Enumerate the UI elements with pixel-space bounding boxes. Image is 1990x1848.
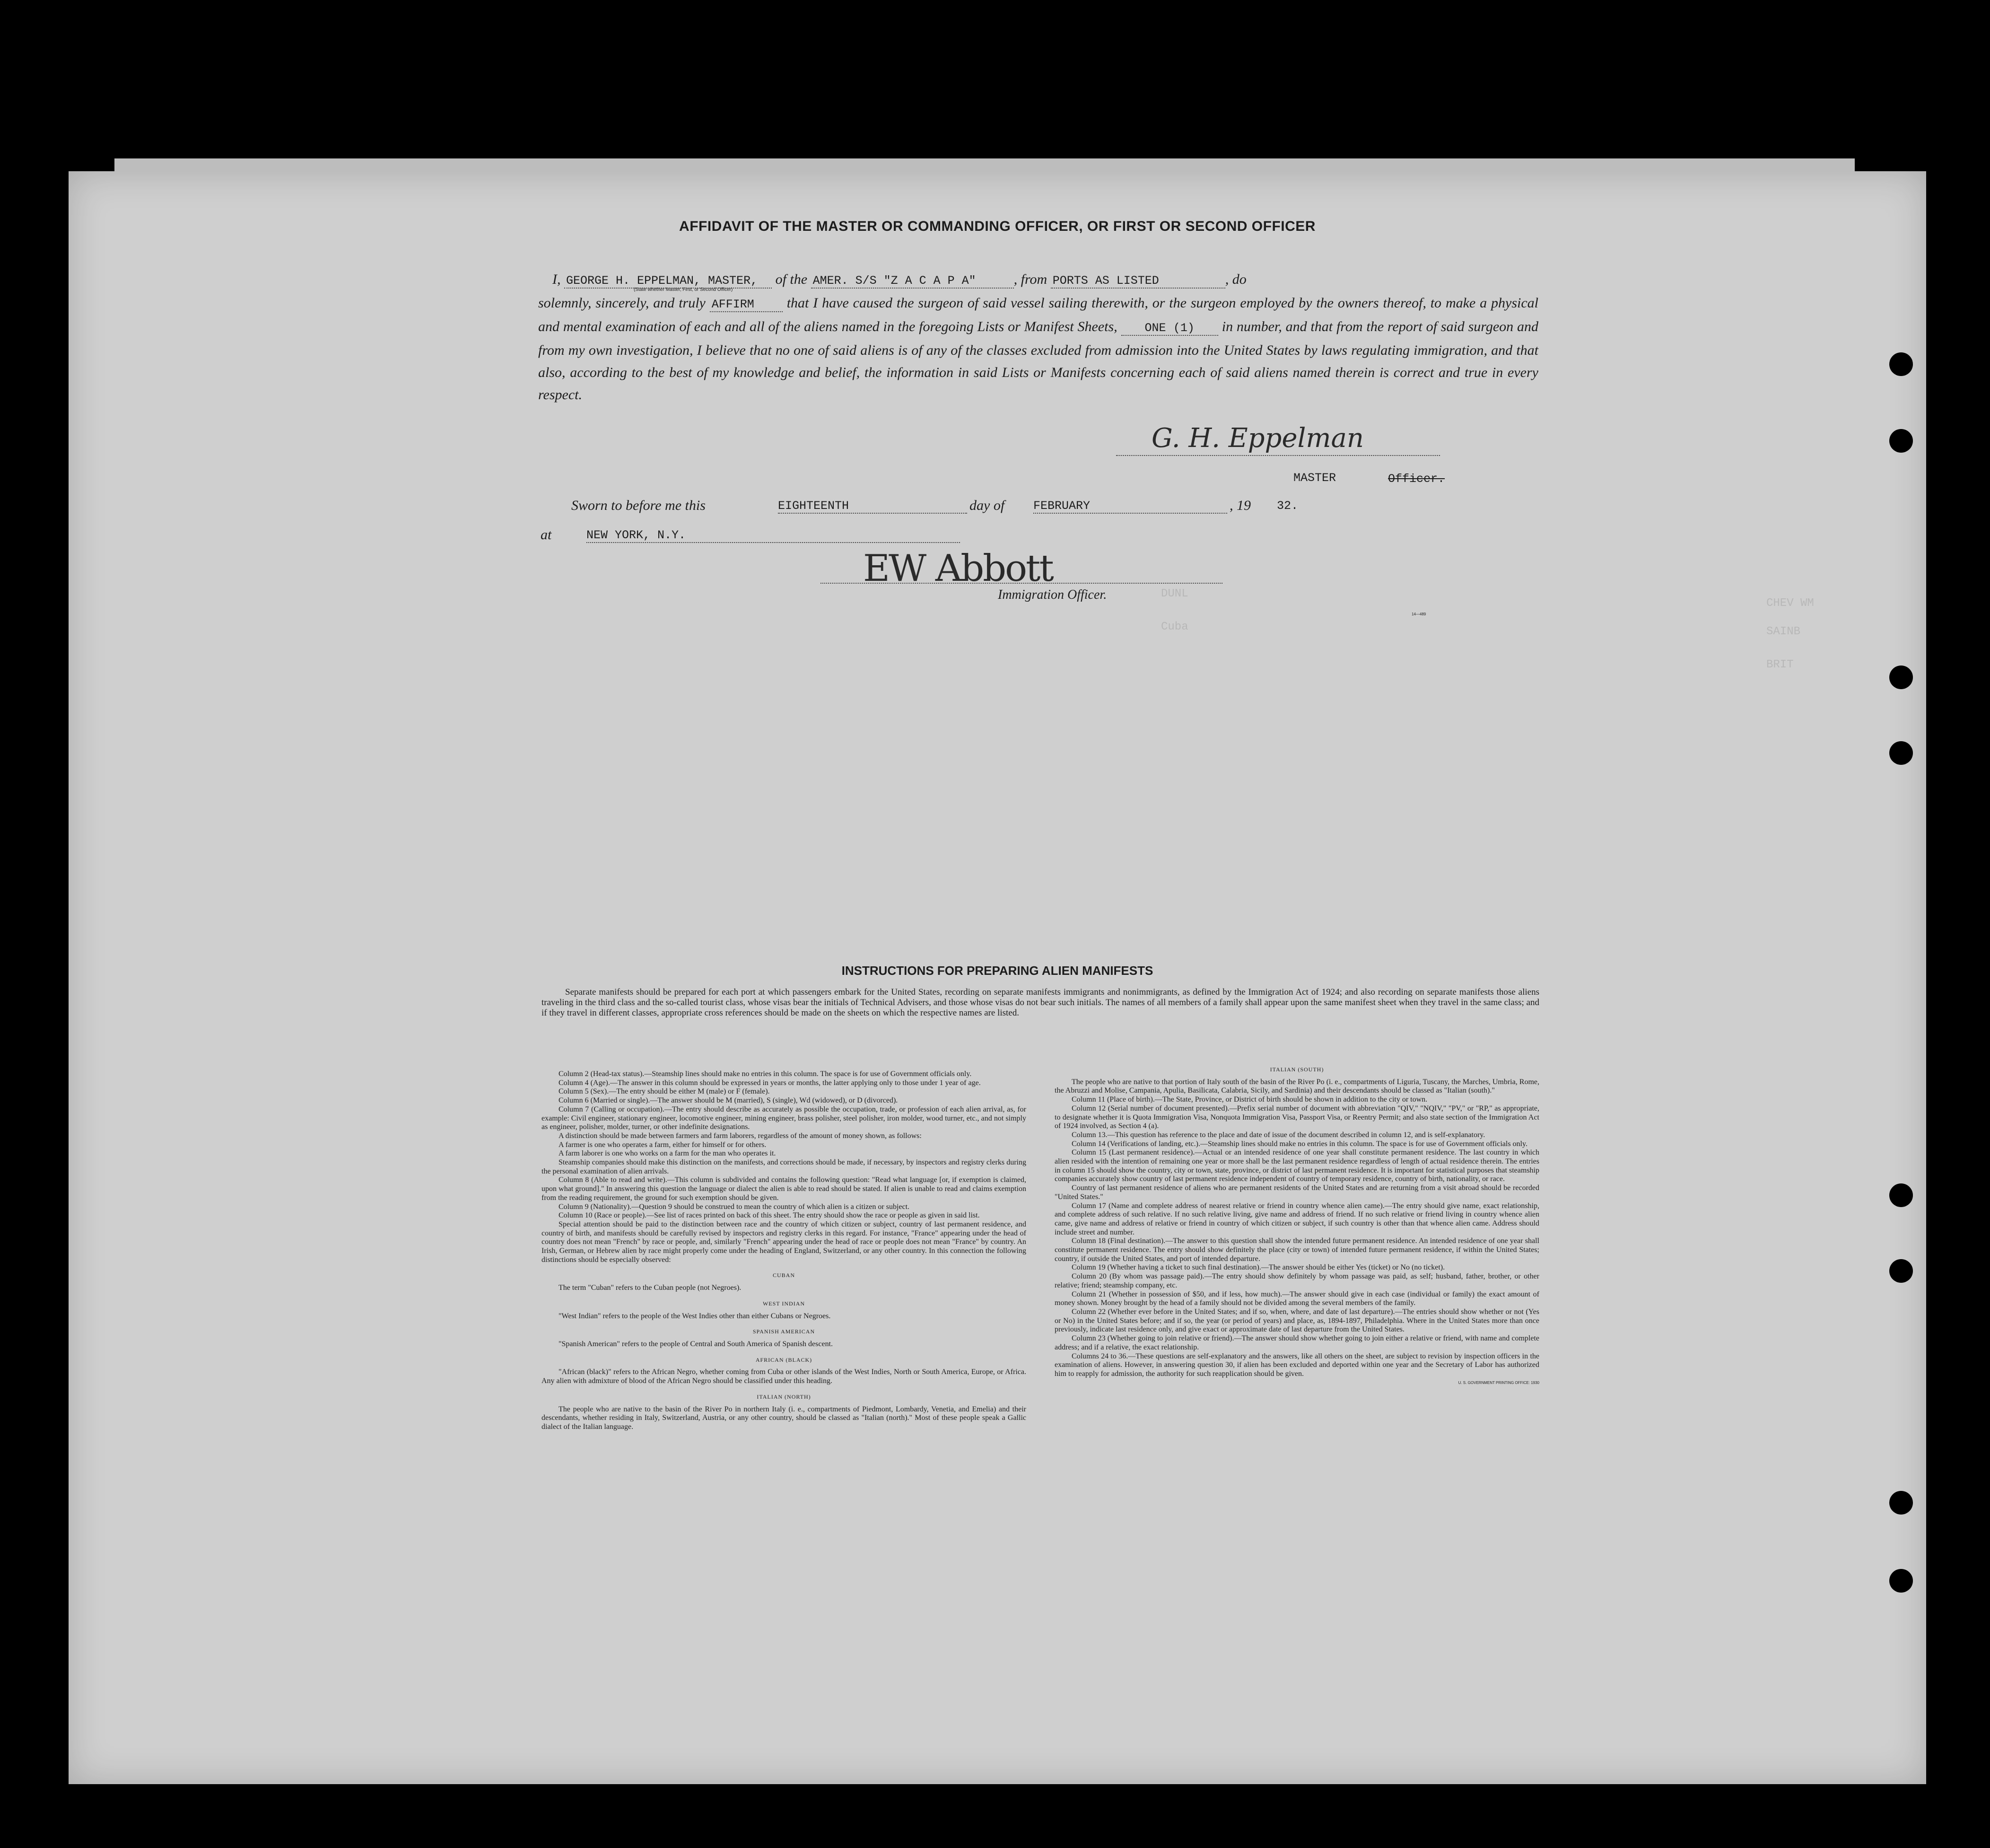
instruction-paragraph: Steamship companies should make this distinction on the manifests, and corrections should be made, if necessary, by inspectors and registry clerks during the personal examination of alien arrivals. bbox=[541, 1158, 1026, 1175]
punch-hole bbox=[1889, 429, 1913, 453]
instruction-paragraph: Column 8 (Able to read and write).—This column is subdivided and contains the following question: "Read what language [or, if exemption is claimed, upon what ground]." In answering this question the language or dialect the alien is able to read should be stated. If alien is unable to read and claims exemption from the reading requirement, the ground for such exemption should be given. bbox=[541, 1176, 1026, 1202]
instruction-paragraph: Special attention should be paid to the distinction between race and the country of which citizen or subject, country of last permanent residence, and country of birth, and manifests should be carefully revised by inspectors and registry clerks in this regard. For instance, "France" appearing under the head of country does not mean "French" by race or people, and, similarly "French" appearing under the head of race or people does not mean "France" by country. An Irish, German, or Hebrew alien by race might properly come under the heading of England, Switzerland, or any other country. In this connection the following distinctions should be especially observed: bbox=[541, 1220, 1026, 1264]
instruction-paragraph: Column 9 (Nationality).—Question 9 should be construed to mean the country of which alien is a citizen or subject. bbox=[559, 1202, 910, 1211]
word-of-the: of the bbox=[775, 272, 808, 287]
affidavit-body-2: in number, and that from the report of said surgeon and from my own investigation, I believe that no one of said aliens is of any of the classes excluded from admission into the United States by laws regulating immigration, and that also, according to the best of my knowledge and belief, the information in said Lists or Manifests concerning each of said aliens named therein is correct and true in every respect. bbox=[538, 319, 1539, 403]
instruction-paragraph: A farmer is one who operates a farm, either for himself or for others. bbox=[559, 1140, 767, 1149]
officer-signature-line bbox=[820, 583, 1222, 584]
bleed-through-text: DUNL bbox=[1161, 587, 1188, 600]
word-do: , do bbox=[1225, 272, 1247, 287]
master-title: MASTER bbox=[1293, 471, 1336, 485]
instruction-paragraph: A farm laborer is one who works on a farm for the man who operates it. bbox=[559, 1149, 776, 1158]
instruction-paragraph: Column 5 (Sex).—The entry should be either M (male) or F (female). bbox=[559, 1087, 770, 1096]
punch-hole bbox=[1889, 1491, 1913, 1515]
alien-count: ONE (1) bbox=[1121, 321, 1218, 336]
section-text: The term "Cuban" refers to the Cuban people (not Negroes). bbox=[559, 1284, 742, 1292]
at-text: at bbox=[541, 527, 552, 543]
punch-hole bbox=[1889, 1569, 1913, 1593]
instructions-right-column bbox=[1055, 1065, 1539, 1387]
instruction-paragraph: Column 23 (Whether going to join relative or friend).—The answer should show whether going to join either a relative or friend, with name and complete address; and if a relative, the exact relationship. bbox=[1055, 1334, 1539, 1351]
instruction-paragraph: Column 15 (Last permanent residence).—Actual or an intended residence of one year shall constitute permanent residence. The last country in which alien resided with the intention of remaining one year or more shall be the last permanent residence regardless of length of actual residence therein. The entries in column 15 should show the country, city or town, state, province, or district of last permanent residence. It is important for statistical purposes that steamship companies accurately show country of last permanent residence independent of country of temporary residence, country of birth, nationality, or race. bbox=[1055, 1148, 1539, 1183]
instruction-paragraph: The people who are native to that portion of Italy south of the basin of the River Po (i. e., compartments of Liguria, Tuscany, the Marches, Umbria, Rome, the Abruzzi and Molise, Campania, Apulia, Basilicata, Calabria, Sicily, and Sardinia) and their descendants should be classed as "Italian (south)." bbox=[1055, 1077, 1539, 1095]
word-solemnly: solemnly, sincerely, and truly bbox=[538, 295, 706, 311]
punch-hole bbox=[1889, 352, 1913, 376]
departure-port: PORTS AS LISTED bbox=[1051, 274, 1225, 289]
sworn-year: 32. bbox=[1277, 499, 1299, 513]
form-number: 14—489 bbox=[1412, 612, 1426, 616]
punch-hole bbox=[1889, 666, 1913, 689]
instruction-paragraph: Column 22 (Whether ever before in the United States; and if so, when, where, and date of last departure).—The entries should show whether or not (Yes or No) in the United States before; and if so, the year (or period of years) and place, as, 1894-1897, Philadelphia. Where in the United States more than once previously, indicate last residence only, and give exact or approximate date of last departure from the United States. bbox=[1055, 1307, 1539, 1334]
instruction-paragraph: Column 18 (Final destination).—The answer to this question shall show the intended future permanent residence. An intended residence of one year shall constitute permanent residence. The entry should show definitely the place (city or town) of intended future permanent residence, if within the United States; country, if outside the United States, and port of intended departure. bbox=[1055, 1237, 1539, 1263]
instruction-paragraph: Column 13.—This question has reference to the place and date of issue of the document described in column 12, and is self-explanatory. bbox=[1072, 1130, 1485, 1139]
section-heading: AFRICAN (BLACK) bbox=[755, 1356, 812, 1363]
bleed-through-text: Cuba bbox=[1161, 621, 1188, 633]
section-heading: WEST INDIAN bbox=[762, 1300, 805, 1307]
instruction-paragraph: Column 6 (Married or single).—The answer should be M (married), S (single), Wd (widowed), or D (divorced). bbox=[559, 1096, 898, 1105]
instructions-intro: Separate manifests should be prepared for each port at which passengers embark for the United States, recording on separate manifests immigrants and nonimmigrants, as defined by the Immigration Act of 1924; and also recording on separate manifests those aliens traveling in the third class and the so-called tourist class, whose visas bear the initials of Technical Advisers, and those whose visas do not bear such initials. The names of all members of a family shall appear upon the same manifest sheet when they travel in the same class; and if they travel in different classes, appropriate cross references should be made on the sheets on which the respective names are listed. bbox=[541, 987, 1539, 1018]
instruction-paragraph: Column 14 (Verifications of landing, etc.).—Steamship lines should make no entries in this column. The space is for use of Government officials only. bbox=[1072, 1139, 1527, 1148]
rank-note: (State whether Master, First, or Second Officer) bbox=[634, 287, 733, 292]
instructions-left-column bbox=[541, 1070, 1026, 1432]
section-text: The people who are native to the basin of the River Po in northern Italy (i. e., compartments of Piedmont, Lombardy, Venetia, and Emelia) and their descendants, whether residing in Italy, Switzerland, Austria, or any other country, should be classed as "Italian (north)." Most of these people speak a Gallic dialect of the Italian language. bbox=[541, 1405, 1026, 1431]
instruction-paragraph: Column 10 (Race or people).—See list of races printed on back of this sheet. The entry should show the race or people as given in said list. bbox=[559, 1211, 980, 1220]
instruction-paragraph: Column 11 (Place of birth).—The State, Province, or District of birth should be shown in addition to the city or town. bbox=[1072, 1095, 1428, 1104]
immigration-officer-label: Immigration Officer. bbox=[998, 587, 1107, 602]
instruction-paragraph: Column 7 (Calling or occupation).—The entry should describe as accurately as possible the occupation, trade, or profession of each alien arrival, as, for example: Civil engineer, stationary engineer, locomotive engineer, mining engineer, brass polisher, steel polisher, iron molder, wood turner, etc., and not simply as engineer, polisher, molder, turner, or other indefinite designations. bbox=[541, 1105, 1026, 1131]
bleed-through-text: CHEV WM bbox=[1766, 597, 1814, 610]
master-signature: G. H. Eppelman bbox=[1152, 423, 1364, 454]
instruction-paragraph: Column 17 (Name and complete address of nearest relative or friend in country whence alien came).—The entry should give name, exact relationship, and complete address of such relative. If no such relative living, give name and address of friend. If no such relative or friend living in country whence alien came, give name and address of relative or friend in country of which citizen or subject, if such country is other than that whence alien came. Address should include street and number. bbox=[1055, 1201, 1539, 1236]
section-heading: ITALIAN (SOUTH) bbox=[1270, 1066, 1324, 1073]
affirmation: AFFIRM bbox=[710, 298, 783, 312]
instruction-paragraph: Column 19 (Whether having a ticket to such final destination).—The answer should be either Yes (ticket) or No (no ticket). bbox=[1072, 1263, 1445, 1272]
manifest-sheet bbox=[69, 171, 1926, 1784]
master-signature-line bbox=[1116, 455, 1440, 456]
vessel-name: AMER. S/S "Z A C A P A" bbox=[811, 274, 1014, 289]
instruction-paragraph: A distinction should be made between farmers and farm laborers, regardless of the amount of money shown, as follows: bbox=[559, 1131, 922, 1140]
printer-imprint: U. S. GOVERNMENT PRINTING OFFICE: 1930 bbox=[1458, 1380, 1539, 1385]
bleed-through-text: BRIT bbox=[1766, 658, 1794, 671]
section-heading: CUBAN bbox=[772, 1272, 795, 1279]
punch-hole bbox=[1889, 741, 1913, 765]
year-prefix: , 19 bbox=[1230, 498, 1251, 513]
officer-struck: Officer. bbox=[1388, 472, 1445, 486]
instruction-paragraph: Columns 24 to 36.—These questions are self-explanatory and the answers, like all others on the sheet, are subject to revision by inspection officers in the examination of aliens. However, in answering question 30, if alien has been excluded and deported within one year and the Secretary of Labor has authorized him to reapply for admission, the authority for such reapplication should be given. bbox=[1055, 1352, 1539, 1378]
section-text: "Spanish American" refers to the people of Central and South America of Spanish descent. bbox=[559, 1340, 833, 1348]
master-name: GEORGE H. EPPELMAN, MASTER, bbox=[564, 274, 772, 289]
day-of-text: day of bbox=[969, 498, 1005, 513]
punch-hole bbox=[1889, 1183, 1913, 1207]
instruction-paragraph: Column 2 (Head-tax status).—Steamship lines should make no entries in this column. The space is for use of Government officials only. bbox=[559, 1070, 972, 1078]
officer-signature: EW Abbott bbox=[863, 547, 1053, 590]
instruction-paragraph: Column 4 (Age).—The answer in this column should be expressed in years or months, the latter applying only to those under 1 year of age. bbox=[559, 1078, 981, 1087]
instruction-paragraph: Column 21 (Whether in possession of $50, and if less, how much).—The answer should give in each case (individual or family) the exact amount of money shown. Money brought by the head of a family should not be divided among the several members of the family. bbox=[1055, 1290, 1539, 1307]
sworn-month: FEBRUARY bbox=[1033, 499, 1227, 514]
instruction-paragraph: Column 12 (Serial number of document presented).—Prefix serial number of document with abbreviation "QIV," "NQIV," "PV," or "RP," as appropriate, to designate whether it is Quota Immigration Visa, Nonquota Immigration Visa, Passport Visa, or Reentry Permit; and also state section of the Immigration Act of 1924 involved, as Section 4 (a). bbox=[1055, 1104, 1539, 1130]
affidavit-title: AFFIDAVIT OF THE MASTER OR COMMANDING OFFICER, OR FIRST OR SECOND OFFICER bbox=[679, 219, 1316, 234]
section-heading: ITALIAN (NORTH) bbox=[757, 1393, 811, 1400]
punch-hole bbox=[1889, 1259, 1913, 1283]
instructions-title: INSTRUCTIONS FOR PREPARING ALIEN MANIFESTS bbox=[841, 963, 1153, 978]
word-i: I, bbox=[552, 272, 561, 287]
instruction-paragraph: Country of last permanent residence of aliens who are permanent residents of the United States and are returning from a visit abroad should be recorded "United States." bbox=[1055, 1184, 1539, 1201]
section-text: "African (black)" refers to the African Negro, whether coming from Cuba or other islands of the West Indies, North or South America, Europe, or Africa. Any alien with admixture of blood of the African Negro should be classified under this heading. bbox=[541, 1368, 1026, 1385]
affidavit-body-1: that I have caused the surgeon of said vessel sailing therewith, or the surgeon employed by the owners thereof, to make a physical and mental examination of each and all of the aliens named in the foregoing Lists or Manifest Sheets, bbox=[538, 295, 1539, 334]
word-from: , from bbox=[1013, 272, 1047, 287]
sworn-day: EIGHTEENTH bbox=[778, 499, 967, 514]
section-text: "West Indian" refers to the people of the West Indies other than either Cubans or Negroes. bbox=[559, 1312, 831, 1320]
bleed-through-text: SAINB bbox=[1766, 625, 1801, 638]
sworn-text: Sworn to before me this bbox=[571, 498, 706, 513]
instruction-paragraph: Column 20 (By whom was passage paid).—The entry should show definitely by whom passage was paid, as self; husband, father, brother, or other relative; friend; steamship company, etc. bbox=[1055, 1272, 1539, 1289]
sworn-place: NEW YORK, N.Y. bbox=[586, 528, 960, 543]
section-heading: SPANISH AMERICAN bbox=[752, 1328, 815, 1335]
